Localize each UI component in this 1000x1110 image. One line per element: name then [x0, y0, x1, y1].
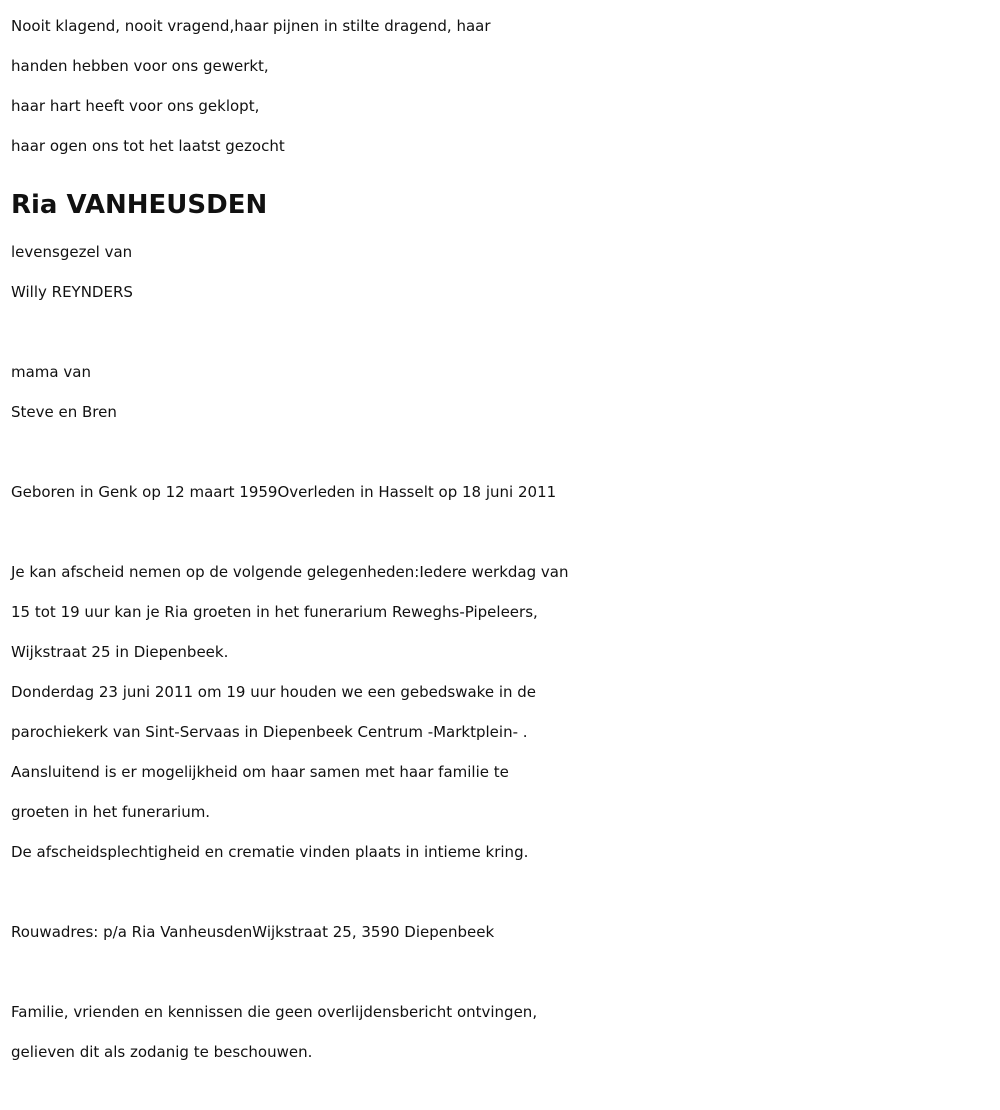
partner-block [11, 232, 996, 312]
farewell-block [11, 552, 996, 872]
closing-line: Familie, vrienden en kennissen die geen overlijdensbericht ontvingen, [11, 1003, 538, 1021]
farewell-line: Je kan afscheid nemen op de volgende gelegenheden:Iedere werkdag van [11, 563, 569, 581]
farewell-line: 15 tot 19 uur kan je Ria groeten in het funerarium Reweghs-Pipeleers, [11, 603, 538, 621]
poem-block [11, 6, 996, 166]
farewell-line: Wijkstraat 25 in Diepenbeek. [11, 643, 229, 661]
spacer [11, 312, 996, 352]
children-relation: mama van [11, 363, 91, 381]
obituary-notice [11, 6, 996, 1072]
poem-line: handen hebben voor ons gewerkt, [11, 57, 269, 75]
mourning-address: Rouwadres: p/a Ria VanheusdenWijkstraat 25, 3590 Diepenbeek [11, 923, 495, 941]
spacer [11, 872, 996, 912]
partner-name: Willy REYNDERS [11, 283, 133, 301]
children-block [11, 352, 996, 432]
farewell-line: De afscheidsplechtigheid en crematie vinden plaats in intieme kring. [11, 843, 529, 861]
farewell-line: parochiekerk van Sint-Servaas in Diepenbeek Centrum -Marktplein- . [11, 723, 528, 741]
closing-block [11, 992, 996, 1072]
farewell-line: Aansluitend is er mogelijkheid om haar samen met haar familie te [11, 763, 509, 781]
birth-death-line: Geboren in Genk op 12 maart 1959Overleden in Hasselt op 18 juni 2011 [11, 483, 557, 501]
spacer [11, 432, 996, 472]
children-names: Steve en Bren [11, 403, 117, 421]
spacer [11, 952, 996, 992]
poem-line: haar hart heeft voor ons geklopt, [11, 97, 260, 115]
partner-relation: levensgezel van [11, 243, 133, 261]
spacer [11, 512, 996, 552]
poem-line: Nooit klagend, nooit vragend,haar pijnen in stilte dragend, haar [11, 17, 491, 35]
closing-line: gelieven dit als zodanig te beschouwen. [11, 1043, 313, 1061]
farewell-line: Donderdag 23 juni 2011 om 19 uur houden we een gebedswake in de [11, 683, 537, 701]
farewell-line: groeten in het funerarium. [11, 803, 211, 821]
poem-line: haar ogen ons tot het laatst gezocht [11, 137, 285, 155]
deceased-name: Ria VANHEUSDEN [11, 190, 268, 220]
